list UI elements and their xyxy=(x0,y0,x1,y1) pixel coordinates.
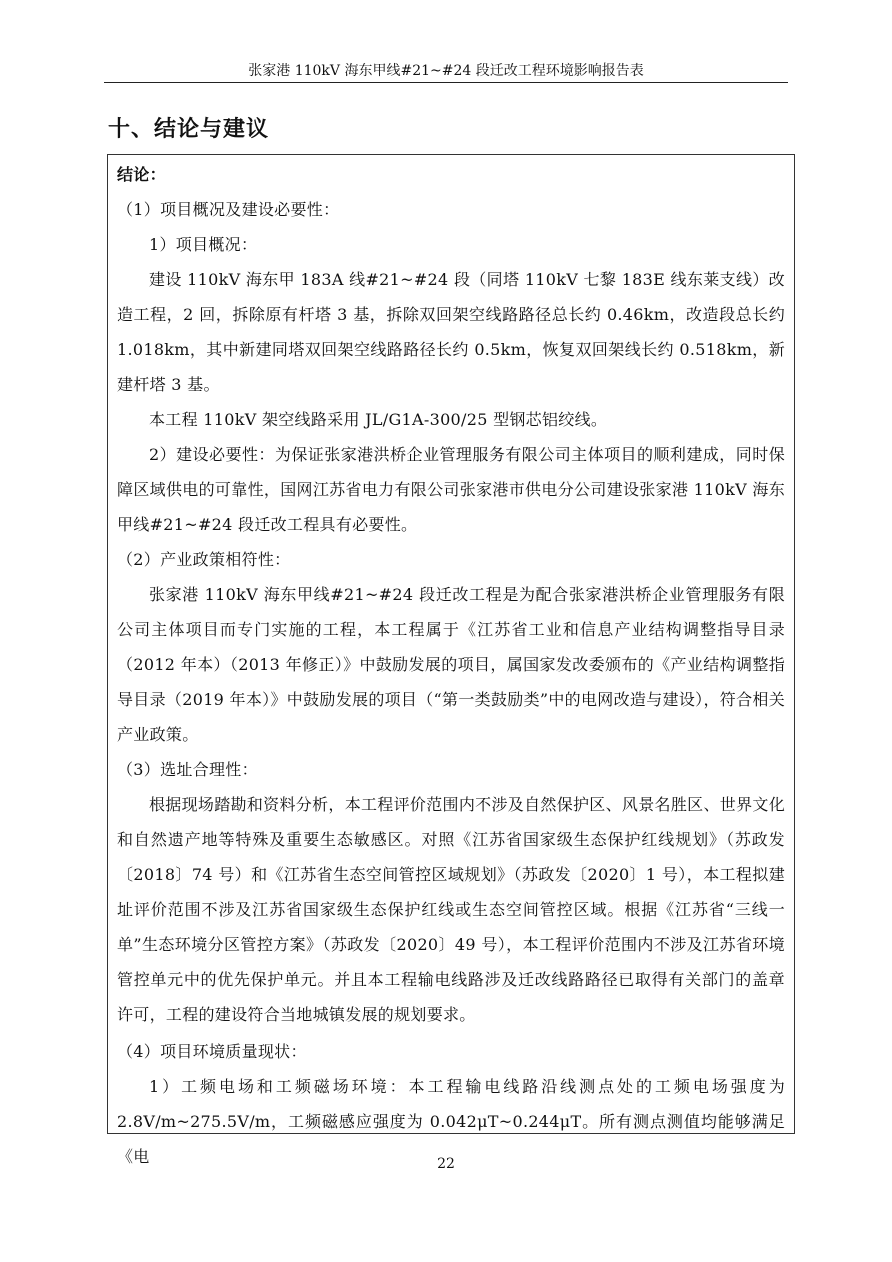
heading-environment-status: （4）项目环境质量现状： xyxy=(117,1042,307,1061)
conclusion-label: 结论： xyxy=(117,165,166,184)
paragraph-necessity: 2）建设必要性：为保证张家港洪桥企业管理服务有限公司主体项目的顺利建成，同时保障区域供电的可靠性，国网江苏省电力有限公司张家港市供电分公司建设张家港 110kV 海东甲线#21~#24 段迁改工程具有必要性。 xyxy=(117,445,785,534)
heading-project-overview: （1）项目概况及建设必要性： xyxy=(117,200,340,219)
subheading-overview: 1）项目概况： xyxy=(149,235,258,254)
section-title: 十、结论与建议 xyxy=(108,117,270,142)
heading-industrial-policy: （2）产业政策相符性： xyxy=(117,550,291,569)
paragraph-construction-scope: 建设 110kV 海东甲 183A 线#21~#24 段（同塔 110kV 七黎 183E 线东莱支线）改造工程，2 回，拆除原有杆塔 3 基，拆除双回架空线路路径总长约 0.46km，改造段总长约 1.018km，其中新建同塔双回架空线路路径长约 0.5km，恢复双回架线长约 0.518km，新建杆塔 3 基。 xyxy=(117,270,785,394)
running-header: 张家港 110kV 海东甲线#21~#24 段迁改工程环境影响报告表 xyxy=(248,63,644,79)
paragraph-emf-environment: 1）工频电场和工频磁场环境：本工程输电线路沿线测点处的工频电场强度为 2.8V/m~275.5V/m，工频磁感应强度为 0.042μT~0.244μT。所有测点测值均能够满足《电 xyxy=(117,1077,785,1166)
paragraph-industrial-policy: 张家港 110kV 海东甲线#21~#24 段迁改工程是为配合张家港洪桥企业管理服务有限公司主体项目而专门实施的工程，本工程属于《江苏省工业和信息产业结构调整指导目录（2012 年本）（2013 年修正）》中鼓励发展的项目，属国家发改委颁布的《产业结构调整指导目录（2019 年本）》中鼓励发展的项目（“第一类鼓励类”中的电网改造与建设），符合相关产业政策。 xyxy=(117,585,785,744)
header-rule xyxy=(104,82,788,83)
paragraph-conductor-type: 本工程 110kV 架空线路采用 JL/G1A-300/25 型钢芯铝绞线。 xyxy=(149,410,608,429)
paragraph-site-rationality: 根据现场踏勘和资料分析，本工程评价范围内不涉及自然保护区、风景名胜区、世界文化和自然遗产地等特殊及重要生态敏感区。对照《江苏省国家级生态保护红线规划》（苏政发〔2018〕74 号）和《江苏省生态空间管控区域规划》（苏政发〔2020〕1 号），本工程拟建址评价范围不涉及江苏省国家级生态保护红线或生态空间管控区域。根据《江苏省“三线一单”生态环境分区管控方案》（苏政发〔2020〕49 号），本工程评价范围内不涉及江苏省环境管控单元中的优先保护单元。并且本工程输电线路涉及迁改线路路径已取得有关部门的盖章许可，工程的建设符合当地城镇发展的规划要求。 xyxy=(117,795,785,1024)
heading-site-rationality: （3）选址合理性： xyxy=(117,760,258,779)
page-number: 22 xyxy=(437,1156,455,1172)
